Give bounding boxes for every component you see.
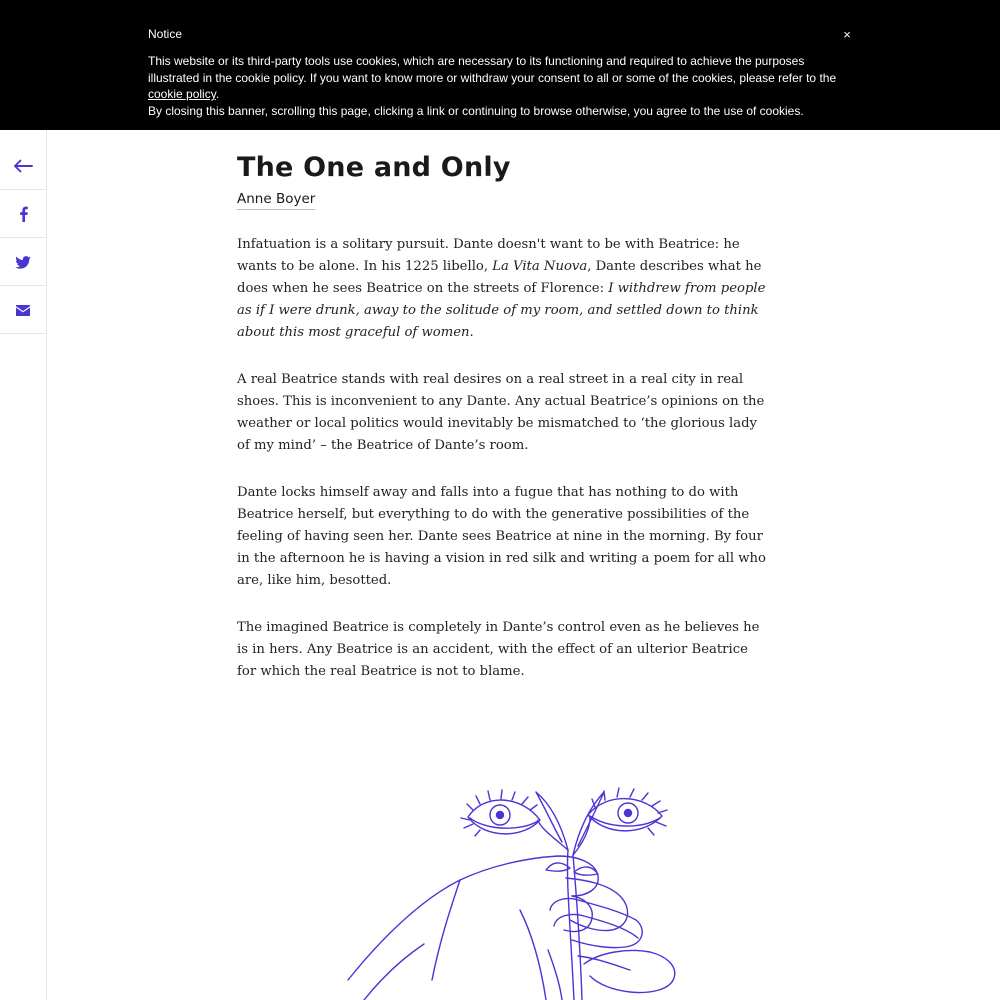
paragraph-2: A real Beatrice stands with real desires on a real street in a real city in real shoes. This is inconvenient to any Dante. Any actual Beatrice’s opinions on the weather or local politics would inevitably be mismatched to ‘the glorious lady of my mind’ – the Beatrice of Dante’s room.	[237, 372, 765, 453]
illustration-hand-with-eye-sprout	[340, 780, 680, 1000]
article	[237, 150, 767, 708]
cookie-text-part-1: This website or its third-party tools use cookies, which are necessary to its functioning and required to achieve the purposes illustrated in the cookie policy. If you want to know more or withdraw your consent to all or some of the cookies, please refer to the	[148, 54, 837, 85]
left-eye-drawing	[461, 790, 540, 836]
quotation: I withdrew from people as if I were drunk, away to the solitude of my room, and settled down to think about this most graceful of women.	[237, 281, 766, 340]
back-button[interactable]	[0, 143, 46, 190]
email-icon	[16, 305, 30, 316]
article-title: The One and Only	[237, 152, 511, 183]
article-body	[237, 234, 767, 683]
paragraph-4: The imagined Beatrice is completely in Dante’s control even as he believes he is in hers. Any Beatrice is an accident, with the effect of an ulterior Beatrice for which the real Beatrice is not to blame.	[237, 620, 760, 679]
cookie-policy-link[interactable]: cookie policy	[148, 87, 216, 102]
cookie-banner-title: Notice	[148, 27, 183, 41]
back-arrow-icon	[13, 159, 33, 173]
paragraph-1-text-a: Infatuation is a solitary pursuit. Dante doesn't want to be with Beatrice: he wants to be alone. In his 1225 libello,	[237, 237, 740, 274]
share-twitter-button[interactable]	[0, 239, 46, 286]
book-title: La Vita Nuova	[492, 259, 588, 274]
share-facebook-button[interactable]	[0, 191, 46, 238]
facebook-icon	[19, 206, 28, 222]
cookie-banner-text	[148, 53, 838, 119]
share-sidebar	[0, 130, 47, 1000]
close-icon[interactable]: ×	[843, 27, 851, 42]
author-link[interactable]: Anne Boyer	[237, 190, 315, 210]
cookie-text-part-3: By closing this banner, scrolling this page, clicking a link or continuing to browse otherwise, you agree to the use of cookies.	[148, 103, 804, 118]
cookie-banner	[0, 0, 1000, 130]
paragraph-3: Dante locks himself away and falls into a fugue that has nothing to do with Beatrice herself, but everything to do with the generative possibilities of the feeling of having seen her. Dante sees Beatrice at nine in the morning. By four in the afternoon he is having a vision in red silk and writing a poem for all who are, like him, besotted.	[237, 485, 766, 588]
cookie-text-part-2: .	[215, 87, 220, 102]
hand-drawing	[348, 856, 675, 1000]
twitter-icon	[15, 256, 31, 269]
paragraph-1	[237, 234, 767, 344]
paragraph-1-text-c: , Dante describes what he does when he sees Beatrice on the streets of Florence:	[237, 259, 762, 296]
share-email-button[interactable]	[0, 287, 46, 334]
sprout-drawing	[536, 792, 604, 1000]
right-eye-drawing	[588, 788, 667, 835]
